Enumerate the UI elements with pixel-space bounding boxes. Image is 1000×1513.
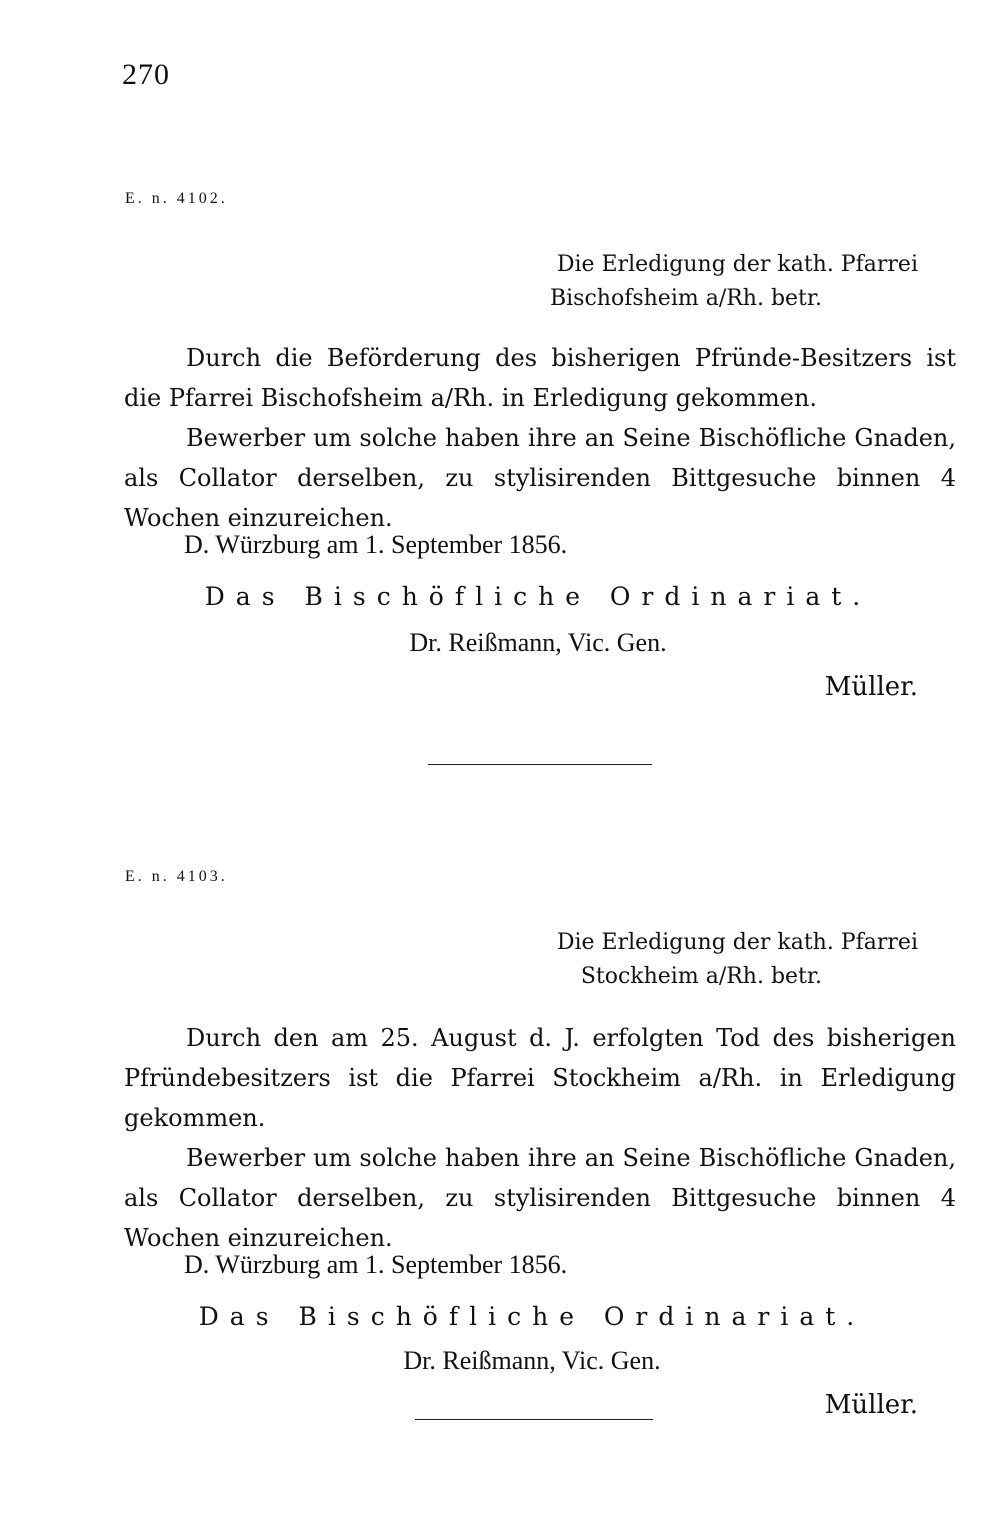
- official-signature: Dr. Reißmann, Vic. Gen.: [409, 628, 667, 657]
- dateline: D. Würzburg am 1. September 1856.: [184, 530, 568, 559]
- body-paragraph: Durch den am 25. August d. J. erfolgten Tod des bisherigen Pfründebesitzers ist die Pfarrei Stockheim a/Rh. in Erledigung gekommen.: [124, 1024, 956, 1132]
- decree-body: [124, 1018, 956, 1258]
- body-paragraph: Bewerber um solche haben ihre an Seine Bischöfliche Gnaden, als Collator derselben, zu stylisirenden Bittgesuche binnen 4 Wochen einzureichen.: [124, 424, 956, 532]
- subject-line: Bischofsheim a/Rh. betr.: [549, 286, 822, 311]
- body-paragraph: Durch die Beförderung des bisherigen Pfründe-Besitzers ist die Pfarrei Bischofsheim a/Rh. in Erledigung gekommen.: [124, 344, 956, 412]
- decree-subject: [418, 926, 918, 994]
- section-divider: [415, 1419, 653, 1420]
- issuing-authority: Das Bischöfliche Ordinariat.: [198, 1302, 866, 1331]
- decree-body: [124, 338, 956, 538]
- decree-subject: [418, 248, 918, 316]
- official-signature: Dr. Reißmann, Vic. Gen.: [403, 1346, 661, 1375]
- section-divider: [428, 764, 652, 765]
- subject-line: Die Erledigung der kath. Pfarrei: [556, 930, 918, 955]
- secretary-signature: Müller.: [824, 1390, 918, 1420]
- decree-reference: E. n. 4103.: [125, 868, 228, 885]
- subject-line: Stockheim a/Rh. betr.: [580, 964, 822, 989]
- dateline: D. Würzburg am 1. September 1856.: [184, 1250, 568, 1279]
- subject-line: Die Erledigung der kath. Pfarrei: [556, 252, 918, 277]
- decree-reference: E. n. 4102.: [125, 190, 228, 207]
- body-paragraph: Bewerber um solche haben ihre an Seine Bischöfliche Gnaden, als Collator derselben, zu stylisirenden Bittgesuche binnen 4 Wochen einzureichen.: [124, 1144, 956, 1252]
- issuing-authority: Das Bischöfliche Ordinariat.: [204, 582, 872, 611]
- secretary-signature: Müller.: [824, 672, 918, 702]
- page-number: 270: [122, 58, 170, 91]
